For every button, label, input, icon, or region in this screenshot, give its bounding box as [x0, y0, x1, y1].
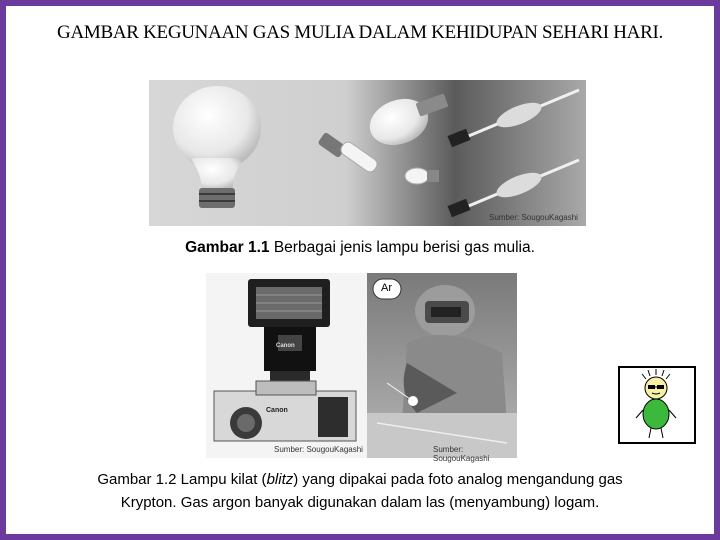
figure-2-caption — [46, 468, 674, 514]
lamps-photo-source: Sumber: SougouKagashi — [489, 213, 578, 222]
mascot-figure — [618, 366, 696, 444]
figure-2-caption-line1 — [46, 468, 674, 491]
welding-illustration — [367, 273, 517, 458]
page-title: GAMBAR KEGUNAAN GAS MULIA DALAM KEHIDUPAN SEHARI HARI. — [57, 22, 663, 43]
mascot-illustration — [620, 368, 694, 442]
flash-brand: Canon — [276, 343, 295, 349]
welding-photo-source: Sumber: SougouKagashi — [433, 445, 490, 463]
welding-photo — [367, 273, 517, 463]
lamps-photo — [149, 80, 586, 226]
camera-brand: Canon — [266, 407, 288, 414]
argon-label: Ar — [381, 282, 392, 294]
camera-flash-photo — [206, 273, 367, 458]
flash-photo-source: Sumber: SougouKagashi — [274, 445, 363, 454]
figure-2-caption-part-a: Gambar 1.2 Lampu kilat ( — [97, 471, 267, 488]
figure-2-caption-part-b: ) yang dipakai pada foto analog mengandung gas — [293, 471, 623, 488]
figure-2-caption-line2: Krypton. Gas argon banyak digunakan dalam las (menyambung) logam. — [120, 494, 600, 511]
lamps-illustration — [149, 80, 586, 226]
figure-2-caption-italic: blitz — [266, 471, 294, 488]
camera-flash-illustration — [206, 273, 367, 458]
figure-1-text: Berbagai jenis lampu berisi gas mulia. — [269, 239, 535, 256]
figure-1-caption — [6, 239, 714, 257]
figure-1-label: Gambar 1.1 — [185, 239, 270, 256]
